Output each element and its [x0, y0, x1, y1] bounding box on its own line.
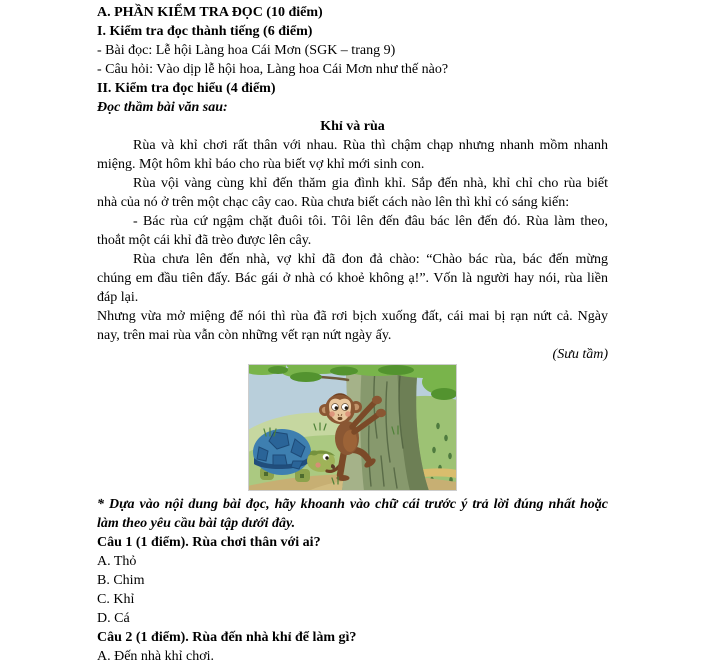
story-paragraph-line: Rùa và khỉ chơi rất thân với nhau. Rùa thì chậm chạp nhưng nhanh mồm nhanh — [133, 138, 608, 153]
question-1-option-a: A. Thỏ — [97, 554, 137, 569]
question-1-option-c: C. Khỉ — [97, 592, 135, 607]
section-ii-heading: II. Kiểm tra đọc hiểu (4 điểm) — [97, 81, 276, 96]
story-paragraph-line: Rùa chưa lên đến nhà, vợ khỉ đã đon đả chào: “Chào bác rùa, bác đến mừng — [133, 252, 608, 267]
story-paragraph-line: nhà của nó ở trên một chạc cây cao. Rùa chưa biết cách nào lên thì khỉ có sáng kiến: — [97, 195, 570, 210]
story-paragraph-line: nay, trên mai rùa vẫn còn những vết rạn nứt ngày ấy. — [97, 328, 392, 343]
reading-passage-line: - Bài đọc: Lễ hội Làng hoa Cái Mơn (SGK – trang 9) — [97, 43, 396, 58]
story-paragraph-line: Rùa vội vàng cùng khỉ đến thăm gia đình khỉ. Sắp đến nhà, khỉ chỉ cho rùa biết — [133, 176, 608, 191]
question-1-label: Câu 1 (1 điểm). Rùa chơi thân với ai? — [97, 535, 321, 550]
section-a-heading: A. PHẦN KIỂM TRA ĐỌC (10 điểm) — [97, 5, 323, 20]
task-instruction-line: * Dựa vào nội dung bài đọc, hãy khoanh vào chữ cái trước ý trả lời đúng nhất hoặc — [97, 497, 608, 512]
story-illustration — [248, 364, 457, 491]
monkey-turtle-image — [248, 364, 457, 491]
section-i-heading: I. Kiểm tra đọc thành tiếng (6 điểm) — [97, 24, 313, 39]
story-paragraph-line: chúng em đầu tiên đấy. Bác gái ở nhà có khoẻ không ạ!”. Vốn là người hay nói, rùa liền — [97, 271, 608, 286]
task-instruction-line: làm theo yêu cầu bài tập dưới đây. — [97, 516, 296, 531]
story-paragraph-line: Nhưng vừa mở miệng để nói thì rùa đã rơi bịch xuống đất, cái mai bị rạn nứt cả. Ngày — [97, 309, 608, 324]
silent-reading-instruction: Đọc thầm bài văn sau: — [97, 100, 228, 115]
question-1-option-b: B. Chim — [97, 573, 145, 588]
question-1-option-d: D. Cá — [97, 611, 130, 626]
question-2-label: Câu 2 (1 điểm). Rùa đến nhà khỉ để làm gì? — [97, 630, 357, 645]
story-paragraph-line: đáp lại. — [97, 290, 139, 305]
story-paragraph-line: thoắt một cái khỉ đã trèo được lên cây. — [97, 233, 312, 248]
story-attribution: (Sưu tầm) — [552, 347, 608, 362]
reading-question-line: - Câu hỏi: Vào dịp lễ hội hoa, Làng hoa Cái Mơn như thế nào? — [97, 62, 449, 77]
story-paragraph-line: miệng. Một hôm khỉ báo cho rùa biết vợ khỉ mới sinh con. — [97, 157, 425, 172]
question-2-option-a: A. Đến nhà khỉ chơi. — [97, 649, 215, 664]
story-title: Khỉ và rùa — [320, 119, 385, 134]
story-paragraph-line: - Bác rùa cứ ngậm chặt đuôi tôi. Tôi lên đến đâu bác lên đến đó. Rùa làm theo, — [133, 214, 608, 229]
